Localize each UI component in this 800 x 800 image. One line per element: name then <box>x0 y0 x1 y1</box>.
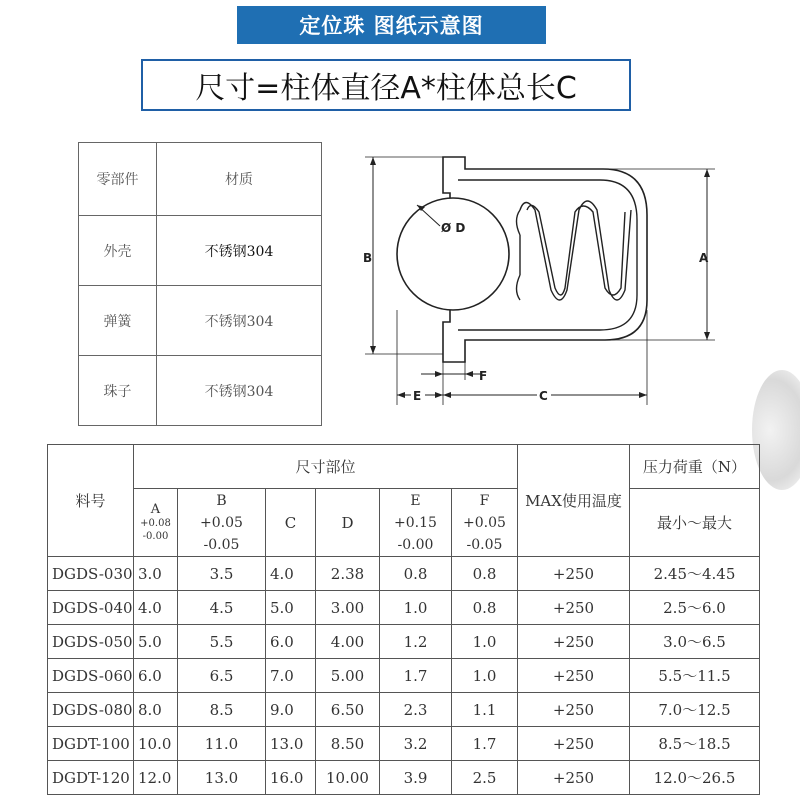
material-part-cell: 外壳 <box>79 216 157 286</box>
cell-e: 0.8 <box>380 557 452 591</box>
cell-load: 12.0～26.5 <box>630 761 760 795</box>
cell-c: 13.0 <box>266 727 316 761</box>
label-dim-a: A <box>699 251 709 265</box>
cell-d: 5.00 <box>316 659 380 693</box>
materials-header-material: 材质 <box>157 143 322 216</box>
table-row <box>48 625 760 659</box>
cell-f: 1.7 <box>452 727 518 761</box>
cell-b: 5.5 <box>178 625 266 659</box>
cell-a: 5.0 <box>134 625 178 659</box>
spec-subheader-row <box>48 489 760 557</box>
cell-part: DGDT-120 <box>48 761 134 795</box>
cell-f: 1.0 <box>452 659 518 693</box>
col-b-tol-minus: -0.05 <box>203 536 240 553</box>
cell-part: DGDS-080 <box>48 693 134 727</box>
cell-load: 2.5～6.0 <box>630 591 760 625</box>
material-part-cell: 珠子 <box>79 356 157 426</box>
cell-part: DGDS-050 <box>48 625 134 659</box>
cell-c: 9.0 <box>266 693 316 727</box>
dim-f-arrow-left <box>435 371 443 377</box>
cell-f: 0.8 <box>452 591 518 625</box>
cell-d: 8.50 <box>316 727 380 761</box>
cell-f: 1.1 <box>452 693 518 727</box>
cell-load: 8.5～18.5 <box>630 727 760 761</box>
label-diameter-d: Ø D <box>441 221 466 235</box>
col-e-tol-minus: -0.00 <box>397 536 434 553</box>
cell-b: 13.0 <box>178 761 266 795</box>
col-b-label: B <box>216 492 227 509</box>
cell-temp: +250 <box>518 591 630 625</box>
header-col-e <box>380 489 452 557</box>
cell-f: 0.8 <box>452 557 518 591</box>
cell-a: 10.0 <box>134 727 178 761</box>
header-col-d: D <box>316 489 380 557</box>
header-part-number: 料号 <box>48 445 134 557</box>
cell-c: 6.0 <box>266 625 316 659</box>
col-e-label: E <box>410 492 421 509</box>
header-load-range: 最小～最大 <box>630 489 760 557</box>
cell-part: DGDS-060 <box>48 659 134 693</box>
cell-e: 1.0 <box>380 591 452 625</box>
header-col-c: C <box>266 489 316 557</box>
cell-c: 7.0 <box>266 659 316 693</box>
cell-c: 16.0 <box>266 761 316 795</box>
material-value-cell: 不锈钢304 <box>157 216 322 286</box>
cell-f: 1.0 <box>452 625 518 659</box>
col-a-tol-plus: +0.08 <box>140 518 171 529</box>
cell-b: 6.5 <box>178 659 266 693</box>
col-a-label: A <box>150 502 161 517</box>
ball <box>397 198 509 310</box>
cell-d: 4.00 <box>316 625 380 659</box>
cell-part: DGDS-030 <box>48 557 134 591</box>
dim-a-arrow-bottom <box>704 332 710 340</box>
cell-load: 7.0～12.5 <box>630 693 760 727</box>
cell-e: 1.7 <box>380 659 452 693</box>
spring <box>517 201 632 300</box>
table-row <box>48 761 760 795</box>
cell-a: 3.0 <box>134 557 178 591</box>
materials-header-part: 零部件 <box>79 143 157 216</box>
label-dim-b: B <box>363 251 373 265</box>
materials-table <box>78 142 322 426</box>
cell-e: 3.2 <box>380 727 452 761</box>
table-row <box>48 659 760 693</box>
cell-load: 3.0～6.5 <box>630 625 760 659</box>
cell-load: 2.45～4.45 <box>630 557 760 591</box>
banner-title: 定位珠 图纸示意图 <box>237 6 546 44</box>
table-row <box>48 557 760 591</box>
label-dim-c: C <box>539 389 548 403</box>
header-col-b <box>178 489 266 557</box>
header-dimension-group: 尺寸部位 <box>134 445 518 489</box>
cell-temp: +250 <box>518 659 630 693</box>
material-value-cell: 不锈钢304 <box>157 356 322 426</box>
cell-e: 3.9 <box>380 761 452 795</box>
cell-a: 8.0 <box>134 693 178 727</box>
table-row <box>48 591 760 625</box>
dim-b-arrow-bottom <box>370 346 376 354</box>
label-dim-f: F <box>479 369 488 383</box>
cell-temp: +250 <box>518 693 630 727</box>
dim-c-arrow-left <box>443 392 451 398</box>
cell-c: 4.0 <box>266 557 316 591</box>
dim-e-arrow-right <box>435 392 443 398</box>
header-max-temp: MAX使用温度 <box>518 445 630 557</box>
cell-b: 8.5 <box>178 693 266 727</box>
material-part-cell: 弹簧 <box>79 286 157 356</box>
spec-table <box>47 444 760 795</box>
materials-header-row <box>79 143 322 216</box>
dim-b-arrow-top <box>370 157 376 165</box>
header-col-a <box>134 489 178 557</box>
col-f-tol-plus: +0.05 <box>463 514 506 531</box>
spec-header-row <box>48 445 760 489</box>
cell-a: 4.0 <box>134 591 178 625</box>
cell-temp: +250 <box>518 727 630 761</box>
material-value-cell: 不锈钢304 <box>157 286 322 356</box>
cell-part: DGDT-100 <box>48 727 134 761</box>
dim-e-arrow-left <box>397 392 405 398</box>
col-e-tol-plus: +0.15 <box>394 514 437 531</box>
cell-b: 11.0 <box>178 727 266 761</box>
dim-a-arrow-top <box>704 169 710 177</box>
table-row <box>79 356 322 426</box>
col-a-tol-minus: -0.00 <box>142 531 169 542</box>
size-formula: 尺寸=柱体直径A*柱体总长C <box>141 59 631 111</box>
table-row <box>48 693 760 727</box>
cell-part: DGDS-040 <box>48 591 134 625</box>
cell-d: 2.38 <box>316 557 380 591</box>
cell-a: 6.0 <box>134 659 178 693</box>
cell-a: 12.0 <box>134 761 178 795</box>
header-col-f <box>452 489 518 557</box>
table-row <box>79 286 322 356</box>
ball-plunger-drawing <box>355 140 725 410</box>
cell-temp: +250 <box>518 761 630 795</box>
cell-e: 1.2 <box>380 625 452 659</box>
label-dim-e: E <box>413 389 422 403</box>
dim-f-arrow-right <box>465 371 473 377</box>
col-b-tol-plus: +0.05 <box>200 514 243 531</box>
cell-d: 10.00 <box>316 761 380 795</box>
header-load-group: 压力荷重（N） <box>630 445 760 489</box>
cell-e: 2.3 <box>380 693 452 727</box>
col-f-tol-minus: -0.05 <box>466 536 503 553</box>
cell-b: 4.5 <box>178 591 266 625</box>
dim-c-arrow-right <box>639 392 647 398</box>
cell-f: 2.5 <box>452 761 518 795</box>
table-row <box>48 727 760 761</box>
cell-load: 5.5～11.5 <box>630 659 760 693</box>
cell-temp: +250 <box>518 625 630 659</box>
cell-c: 5.0 <box>266 591 316 625</box>
cell-temp: +250 <box>518 557 630 591</box>
cell-d: 6.50 <box>316 693 380 727</box>
col-f-label: F <box>479 492 490 509</box>
cell-d: 3.00 <box>316 591 380 625</box>
cell-b: 3.5 <box>178 557 266 591</box>
table-row <box>79 216 322 286</box>
